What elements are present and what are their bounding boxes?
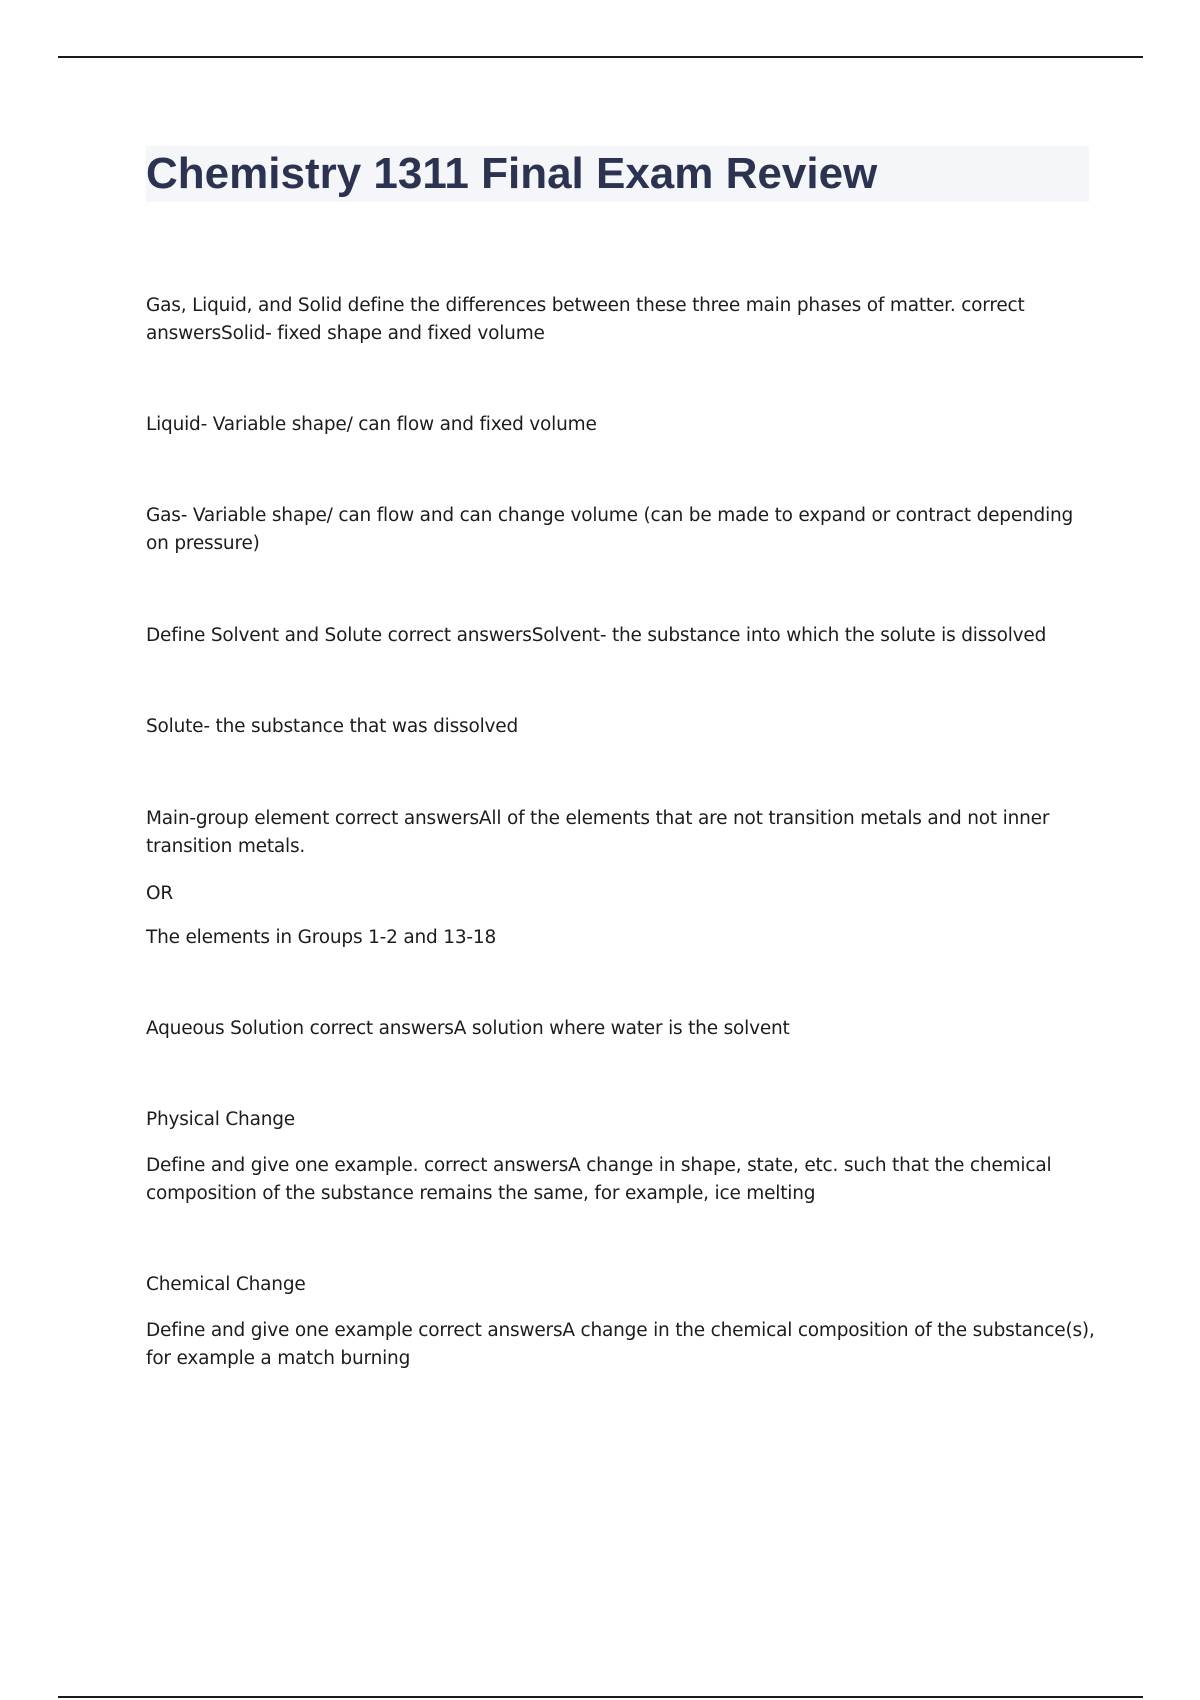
paragraph-physical-change: Physical Change	[146, 1109, 295, 1130]
paragraph-chemical-definition: Define and give one example correct answersA change in the chemical composition of the substance(s), for example a match burning	[146, 1320, 1095, 1369]
paragraph-main-group: Main-group element correct answersAll of the elements that are not transition metals and not inner transition metals.	[146, 808, 1050, 857]
paragraph-groups: The elements in Groups 1-2 and 13-18	[146, 927, 497, 948]
page-title: Chemistry 1311 Final Exam Review	[146, 149, 878, 198]
paragraph-liquid: Liquid- Variable shape/ can flow and fixed volume	[146, 414, 597, 435]
paragraph-chemical-change: Chemical Change	[146, 1274, 306, 1295]
paragraph-or: OR	[146, 883, 174, 904]
paragraph-solvent: Define Solvent and Solute correct answersSolvent- the substance into which the solute is dissolved	[146, 625, 1047, 646]
paragraph-aqueous: Aqueous Solution correct answersA solution where water is the solvent	[146, 1018, 790, 1039]
bottom-rule	[58, 1696, 1143, 1698]
paragraph-phases: Gas, Liquid, and Solid define the differences between these three main phases of matter. correct answersSolid- fixed shape and fixed volume	[146, 295, 1025, 344]
paragraph-physical-definition: Define and give one example. correct answersA change in shape, state, etc. such that the chemical composition of the substance remains the same, for example, ice melting	[146, 1155, 1052, 1204]
paragraph-gas: Gas- Variable shape/ can flow and can change volume (can be made to expand or contract depending on pressure)	[146, 505, 1074, 554]
top-rule	[58, 56, 1143, 58]
paragraph-solute: Solute- the substance that was dissolved	[146, 716, 518, 737]
